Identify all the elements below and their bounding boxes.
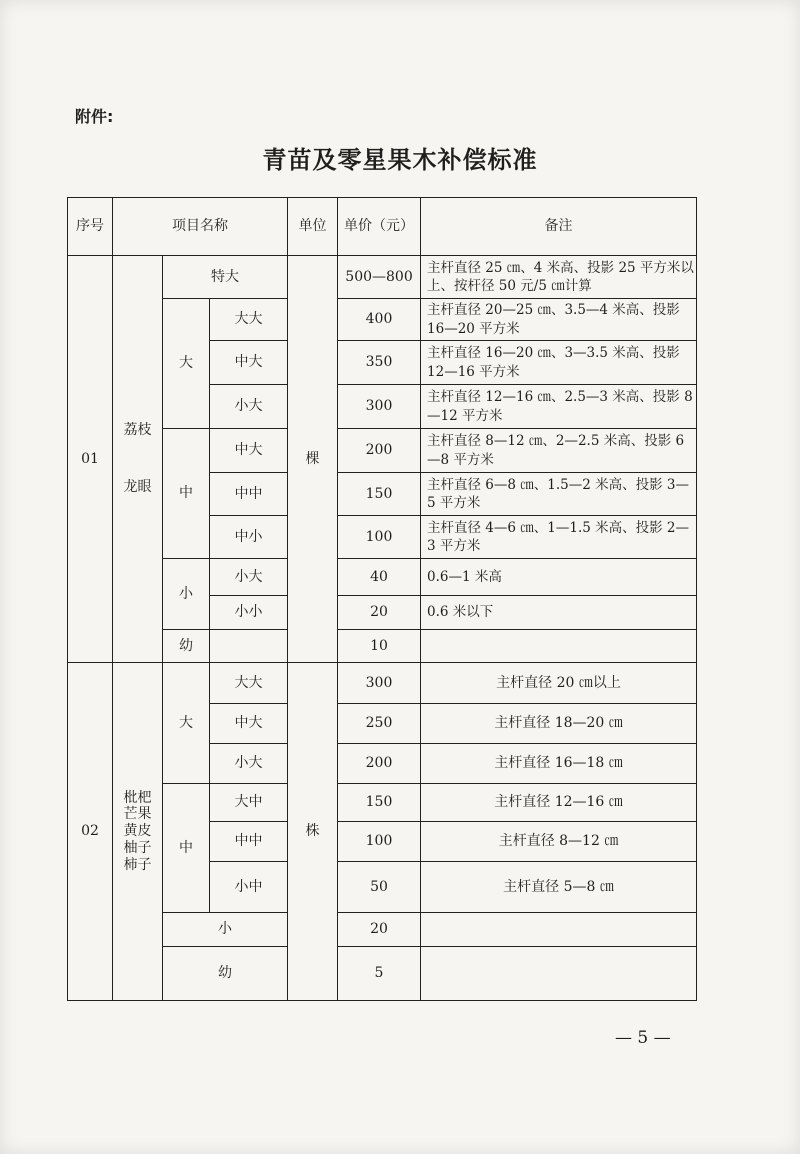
item-name-line: 芒果 [123,806,152,823]
table-row [68,784,697,822]
note-cell: 主杆直径 16—18 ㎝ [421,744,697,784]
table-row [68,559,697,596]
subcategory-cell: 中中 [210,473,288,516]
header-price: 单价（元） [338,198,421,256]
price-cell: 100 [338,516,421,559]
attachment-label: 附件: [75,107,114,126]
note-cell: 主杆直径 20 ㎝以上 [421,663,697,704]
note-cell: 主杆直径 20—25 ㎝、3.5—4 米高、投影 16—20 平方米 [421,299,697,341]
note-cell [421,630,697,663]
price-cell: 150 [338,784,421,822]
unit-cell: 株 [288,663,338,1001]
item-name-line: 黄皮 [123,823,152,840]
price-cell: 200 [338,744,421,784]
subcategory-cell: 小大 [210,559,288,596]
page-number: — 5 — [615,1028,671,1048]
note-cell [421,913,697,947]
note-cell: 0.6—1 米高 [421,559,697,596]
item-name-line: 柚子 [123,839,152,856]
header-item-name: 项目名称 [113,198,288,256]
price-cell: 40 [338,559,421,596]
note-cell: 0.6 米以下 [421,596,697,630]
item-name-cell [113,256,163,663]
price-cell: 50 [338,862,421,913]
note-cell: 主杆直径 8—12 ㎝ [421,822,697,862]
unit-cell: 棵 [288,256,338,663]
note-cell: 主杆直径 4—6 ㎝、1—1.5 米高、投影 2—3 平方米 [421,516,697,559]
price-cell: 20 [338,913,421,947]
price-cell: 150 [338,473,421,516]
note-cell: 主杆直径 25 ㎝、4 米高、投影 25 平方米以上、按杆径 50 元/5 ㎝计算 [421,256,697,299]
item-name-line: 龙眼 [123,479,152,495]
subcategory-cell: 中大 [210,704,288,744]
table-header-row [68,198,697,256]
price-cell: 200 [338,429,421,473]
note-cell: 主杆直径 12—16 ㎝、2.5—3 米高、投影 8—12 平方米 [421,385,697,429]
header-unit: 单位 [288,198,338,256]
table-row [68,630,697,663]
subcategory-cell: 中中 [210,822,288,862]
note-cell: 主杆直径 6—8 ㎝、1.5—2 米高、投影 3—5 平方米 [421,473,697,516]
subcategory-cell-empty [210,630,288,663]
subcategory-cell: 大大 [210,663,288,704]
subcategory-cell: 中大 [210,341,288,385]
note-cell: 主杆直径 5—8 ㎝ [421,862,697,913]
category-cell: 特大 [163,256,288,299]
subcategory-cell: 中大 [210,429,288,473]
item-name-cell [113,663,163,1001]
note-cell [421,947,697,1001]
table-row [68,429,697,473]
compensation-table [67,197,697,1001]
price-cell: 500—800 [338,256,421,299]
price-cell: 400 [338,299,421,341]
subcategory-cell: 大中 [210,784,288,822]
price-cell: 10 [338,630,421,663]
category-cell: 中 [163,784,210,913]
document-title: 青苗及零星果木补偿标准 [262,146,538,174]
seq-cell: 01 [68,256,113,663]
subcategory-cell: 中小 [210,516,288,559]
seq-cell: 02 [68,663,113,1001]
note-cell: 主杆直径 12—16 ㎝ [421,784,697,822]
note-cell: 主杆直径 18—20 ㎝ [421,704,697,744]
header-seq: 序号 [68,198,113,256]
table-row [68,663,697,704]
subcategory-cell: 大大 [210,299,288,341]
table-row [68,947,697,1001]
header-note: 备注 [421,198,697,256]
item-name-line: 枇杷 [123,789,152,806]
price-cell: 300 [338,663,421,704]
subcategory-cell: 小中 [210,862,288,913]
item-name-line: 柿子 [123,856,152,873]
subcategory-cell: 小大 [210,744,288,784]
table-row [68,913,697,947]
subcategory-cell: 小大 [210,385,288,429]
table-row [68,299,697,341]
subcategory-cell: 小小 [210,596,288,630]
price-cell: 5 [338,947,421,1001]
category-cell: 大 [163,663,210,784]
price-cell: 250 [338,704,421,744]
category-cell: 小 [163,913,288,947]
price-cell: 350 [338,341,421,385]
category-cell: 幼 [163,947,288,1001]
category-cell: 大 [163,299,210,429]
note-cell: 主杆直径 8—12 ㎝、2—2.5 米高、投影 6—8 平方米 [421,429,697,473]
note-cell: 主杆直径 16—20 ㎝、3—3.5 米高、投影 12—16 平方米 [421,341,697,385]
price-cell: 100 [338,822,421,862]
category-cell: 中 [163,429,210,559]
price-cell: 300 [338,385,421,429]
category-cell: 小 [163,559,210,630]
item-name-line: 荔枝 [123,422,152,439]
table-row [68,256,697,299]
price-cell: 20 [338,596,421,630]
category-cell: 幼 [163,630,210,663]
